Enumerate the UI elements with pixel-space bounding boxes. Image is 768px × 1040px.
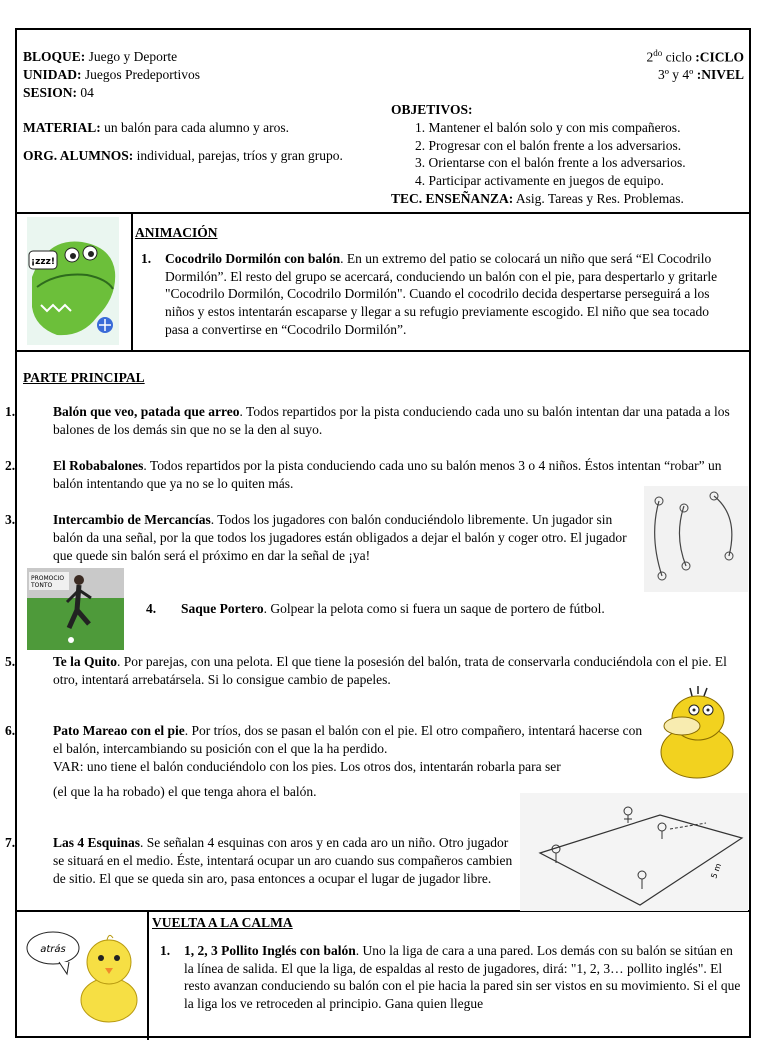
divider-calma-image	[147, 910, 149, 1040]
divider-header	[17, 212, 749, 214]
ciclo-line: $2^{do}$ ciclo :CICLO	[646, 48, 744, 65]
duck-illustration	[652, 680, 742, 780]
photo-banner-line2: TONTO	[31, 582, 53, 589]
photo-banner-line1: PROMOCIO	[31, 575, 65, 582]
divider-animacion	[17, 350, 749, 352]
chick-bubble-text: atrás	[40, 944, 66, 955]
bloque-line: BLOQUE: Juego y Deporte	[23, 49, 178, 64]
objetivos-list	[391, 119, 741, 190]
tec-line: TEC. ENSEÑANZA: Asig. Tareas y Res. Problemas.	[391, 191, 684, 207]
crocodile-illustration	[27, 217, 119, 345]
exchange-diagram	[644, 486, 748, 592]
nivel-line: 3º y 4º :NIVEL	[657, 67, 744, 83]
principal-item-1: 1. Balón que veo, patada que arreo. Todos repartidos por la pista conduciendo cada uno su balón intentan dar una patada a los balones de los demás sin que no se la den al suyo.	[5, 404, 730, 437]
principal-item-3: 3. Intercambio de Mercancías. Todos los jugadores con balón conduciéndolo libremente. Un jugador sin balón da una señal, por la que todos los jugadores están obligados a dejar el balón y coger otro. El jugador que quede sin balón será el próximo en dar la señal de ¡ya!	[5, 512, 627, 563]
header-right	[646, 48, 744, 84]
animacion-section	[135, 224, 735, 339]
principal-item-4: 4. Saque Portero. Golpear la pelota como si fuera un saque de portero de fútbol.	[146, 601, 605, 616]
principal-item-5: 5. Te la Quito. Por parejas, con una pelota. El que tiene la posesión del balón, trata de conservarla conduciéndola con el pie. El otro, intentará arrebatársela. Si lo consigue cambio de papeles.	[5, 654, 727, 687]
objetivos-title: OBJETIVOS:	[391, 102, 473, 117]
variant-line-2: (el que la ha robado) el que tenga ahora el balón.	[53, 784, 317, 800]
objetivo-item: 4. Participar activamente en juegos de equipo.	[415, 173, 664, 189]
chick-illustration	[23, 918, 145, 1024]
calma-section	[152, 914, 742, 1013]
principal-item-7: 7. Las 4 Esquinas. Se señalan 4 esquinas con aros y en cada aro un niño. Otro jugador se situará en el medio. Éste, intentará ocupar un aro cuando sus compañeros cambien de sitio. El que se queda sin aro, pasa entonces a ocupar el lugar de jugador libre.	[5, 835, 513, 886]
objetivo-item: 3. Orientarse con el balón frente a los adversarios.	[415, 155, 686, 171]
objetivo-item: 2. Progresar con el balón frente a los adversarios.	[415, 137, 682, 153]
org-line: ORG. ALUMNOS: individual, parejas, tríos y gran grupo.	[23, 148, 343, 164]
objetivo-item: 1. Mantener el balón solo y con mis compañeros.	[415, 119, 681, 135]
sesion-line: SESION: 04	[23, 84, 94, 100]
animacion-title: ANIMACIÓN	[135, 225, 218, 240]
material-line: MATERIAL: un balón para cada alumno y aros.	[23, 120, 289, 136]
divider-animacion-image	[131, 212, 133, 350]
goalkeeper-photo	[27, 568, 124, 650]
principal-item-6: 6. Pato Mareao con el pie. Por tríos, dos se pasan el balón con el pie. El otro compañero, intentará hacerse con el balón, intercambiando su posición con el que la ha perdido. VAR: uno tiene el balón conduciéndolo con los pies. Los otros dos, intentarán robarla para ser (el que la ha robado) el que tenga ahora el balón.	[29, 722, 654, 801]
four-corners-diagram	[520, 793, 748, 911]
diagram-distance-label: 5 m	[709, 862, 724, 880]
unidad-line: UNIDAD: Juegos Predeportivos	[23, 66, 200, 82]
principal-title: PARTE PRINCIPAL	[23, 370, 145, 385]
calma-title: VUELTA A LA CALMA	[152, 915, 293, 930]
header-left	[23, 48, 383, 165]
objetivos-block	[391, 101, 741, 208]
variant-line-1: VAR: uno tiene el balón conduciéndolo con los pies. Los otros dos, intentarán robarla para ser	[53, 758, 561, 774]
principal-item-2: 2. El Robabalones. Todos repartidos por la pista conduciendo cada uno su balón menos 3 o 4 niños. Éstos intentan “robar” un balón intentando que ya no se lo quiten más.	[5, 458, 722, 491]
animacion-item: 1. Cocodrilo Dormilón con balón. En un extremo del patio se colocará un niño que será “El Cocodrilo Dormilón”. El resto del grupo se acercará, conduciendo un balón con el pie, para despertarlo y gritarle "Cocodrilo Dormilón, Cocodrilo Dormilón". Cuando el cocodrilo decida despertarse perseguirá a los niños y estos intentarán escaparse y llegar a su refugio previamente escogido. El niño que sea tocado pasa a convertirse en “Cocodrilo Dormilón”.	[141, 250, 718, 338]
calma-item: 1. 1, 2, 3 Pollito Inglés con balón. Uno la liga de cara a una pared. Los demás con su balón se sitúan en la línea de salida. El que la liga, de espaldas al resto de jugadores, dirá: "1, 2, 3… pollito inglés". El resto avanzan conduciendo su balón con el pie hacia la pared sin ser vistos en su movimiento. Si el que la liga los ve retroceden al principio. Gana quien llegue	[160, 942, 741, 1012]
crocodile-bubble-text: ¡zzz!	[31, 257, 55, 267]
